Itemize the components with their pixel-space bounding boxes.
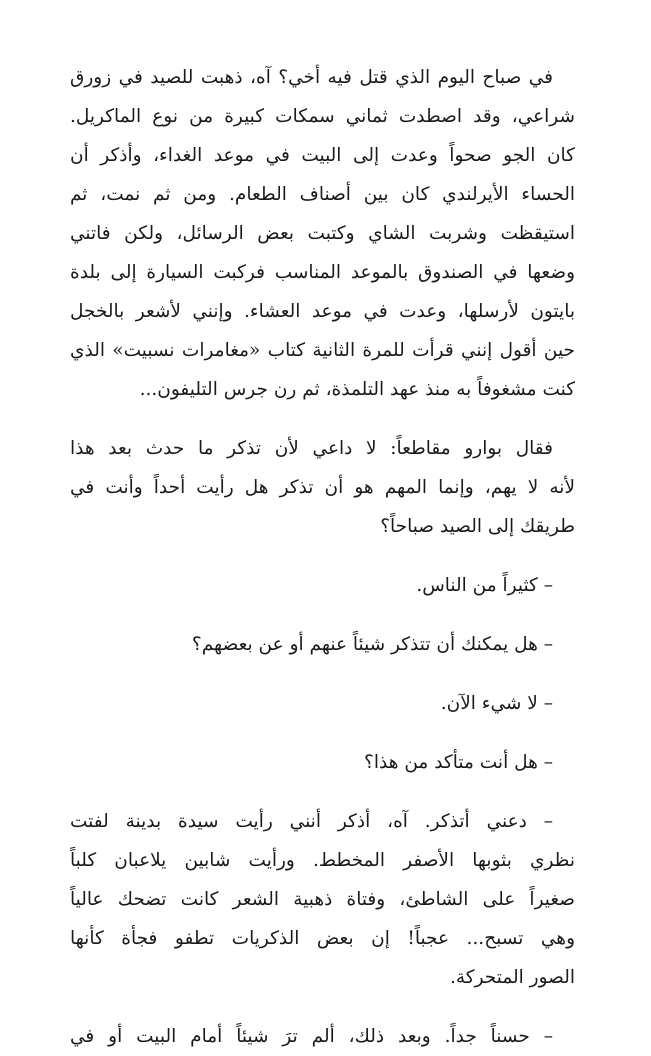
text-line: – هل أنت متأكد من هذا؟	[364, 752, 553, 773]
text-line: – هل يمكنك أن تتذكر شيئاً عنهم أو عن بعضهم؟	[191, 634, 553, 655]
text-line: استيقظت وشربت الشاي وكتبت بعض الرسائل، ولكن فاتني	[70, 223, 575, 244]
text-line: وضعها في الصندوق بالموعد المناسب فركبت السيارة إلى بلدة	[70, 262, 575, 283]
dialogue-line	[70, 684, 575, 723]
text-line: كنت مشغوفاً به منذ عهد التلمذة، ثم رن جرس التليفون...	[139, 379, 575, 400]
dialogue-line	[70, 566, 575, 605]
dialogue-line	[70, 1017, 575, 1056]
dialogue-line	[70, 625, 575, 664]
text-line: في صباح اليوم الذي قتل فيه أخي؟ آه، ذهبت للصيد في زورق	[70, 67, 553, 88]
text-line: – لا شيء الآن.	[440, 693, 553, 714]
text-line: نظري بثوبها الأصفر المخطط. ورأيت شابين يلاعبان كلباً	[70, 850, 575, 871]
text-line: فقال بوارو مقاطعاً: لا داعي لأن تذكر ما حدث بعد هذا	[70, 438, 553, 459]
paragraph-recollection	[70, 802, 575, 997]
text-line: وهي تسبح... عجباً! إن بعض الذكريات تطفو فجأة كأنها	[70, 928, 575, 949]
text-line: – كثيراً من الناس.	[416, 575, 553, 596]
text-line: بايتون لأرسلها، وعدت في موعد العشاء. وإنني لأشعر بالخجل	[70, 301, 575, 322]
dialogue-line	[70, 743, 575, 782]
text-line: – حسناً جداً. وبعد ذلك، ألم ترَ شيئاً أمام البيت أو في	[70, 1026, 553, 1047]
paragraph-narration	[70, 58, 575, 409]
text-line: الصور المتحركة.	[449, 967, 575, 988]
text-line: شراعي، وقد اصطدت ثماني سمكات كبيرة من نوع الماكريل.	[70, 106, 575, 127]
paragraph-poirot-interrupts	[70, 429, 575, 546]
text-line: حين أقول إنني قرأت للمرة الثانية كتاب «مغامرات نسبيت» الذي	[70, 340, 575, 361]
text-line: طريقك إلى الصيد صباحاً؟	[380, 516, 575, 537]
text-line: لأنه لا يهم، وإنما المهم هو أن تذكر هل رأيت أحداً وأنت في	[70, 477, 575, 498]
text-line: كان الجو صحواً وعدت إلى البيت في موعد الغداء، وأذكر أن	[70, 145, 575, 166]
text-line: صغيراً على الشاطئ، وفتاة ذهبية الشعر كانت تضحك عالياً	[70, 889, 575, 910]
text-line: الحساء الأيرلندي كان بين أصناف الطعام. ومن ثم نمت، ثم	[70, 184, 575, 205]
text-line: – دعني أتذكر. آه، أذكر أنني رأيت سيدة بدينة لفتت	[70, 811, 553, 832]
